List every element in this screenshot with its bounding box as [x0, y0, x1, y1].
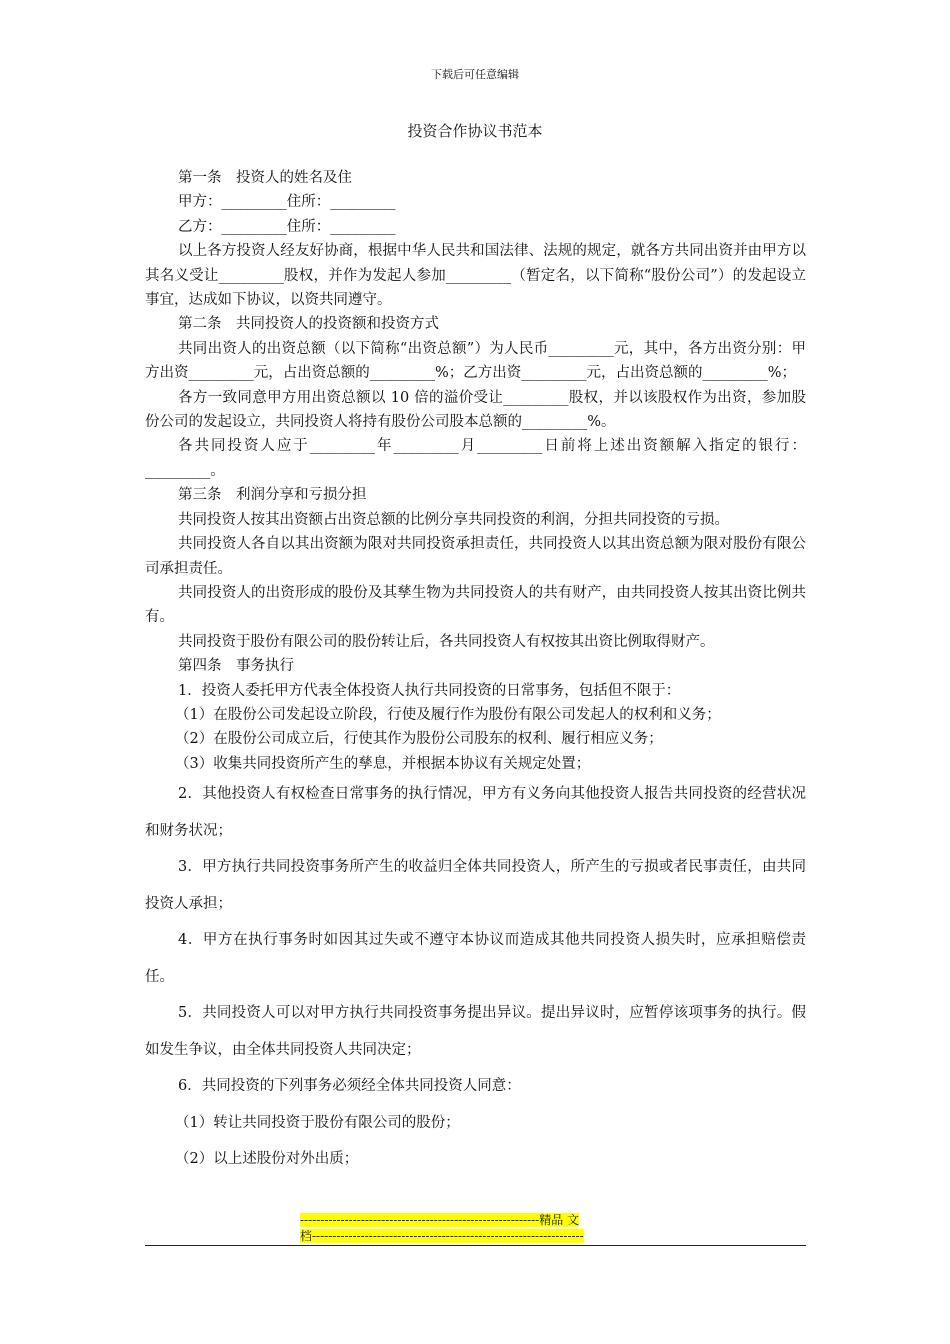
article-1-heading: 第一条 投资人的姓名及住 [178, 170, 352, 186]
sub-list-item: （3）收集共同投资所产生的孳息，并根据本协议有关规定处置； [175, 755, 591, 772]
paragraph: 各共同投资人应于_________年_________月_________日前将上述出资额解入指定的银行：_________。 [145, 438, 806, 479]
article-4-heading: 第四条 事务执行 [178, 658, 294, 675]
list-item: 4．甲方在执行事务时如因其过失或不遵守本协议而造成其他共同投资人损失时，应承担赔偿责任。 [145, 932, 806, 985]
page-header: 下载后可任意编辑 [431, 68, 519, 81]
party-a-line: 甲方：_________住所：_________ [178, 194, 396, 211]
paragraph: 共同出资人的出资总额（以下简称“出资总额”）为人民币_________元，其中，各方出资分别：甲方出资_________元，占出资总额的_________%；乙方出资_________元，占出资总额的_________%； [145, 340, 806, 382]
sub-list-item: （1）转让共同投资于股份有限公司的股份； [175, 1114, 460, 1131]
paragraph: 共同投资人按其出资额占出资总额的比例分享共同投资的利润，分担共同投资的亏损。 [178, 511, 729, 528]
article-2-heading: 第二条 共同投资人的投资额和投资方式 [178, 316, 439, 333]
list-item: 2．其他投资人有权检查日常事务的执行情况，甲方有义务向其他投资人报告共同投资的经营状况和财务状况； [145, 786, 806, 839]
list-item: 1．投资人委托甲方代表全体投资人执行共同投资的日常事务，包括但不限于： [178, 682, 681, 699]
list-item: 5．共同投资人可以对甲方执行共同投资事务提出异议。提出异议时，应暂停该项事务的执行。假如发生争议，由全体共同投资人共同决定； [145, 1005, 806, 1058]
list-item: 6．共同投资的下列事务必须经全体共同投资人同意： [178, 1078, 521, 1095]
bottom-divider [145, 1245, 806, 1246]
sub-list-item: （2）以上述股份对外出质； [175, 1151, 359, 1168]
paragraph: 共同投资人各自以其出资额为限对共同投资承担责任，共同投资人以其出资总额为限对股份有限公司承担责任。 [145, 536, 806, 577]
document-body [145, 166, 806, 1178]
sub-list-item: （2）在股份公司成立后，行使其作为股份公司股东的权利、履行相应义务； [175, 731, 663, 748]
footer-line-2: 档------------------------------------------------------------------- [300, 1229, 584, 1243]
article-3-heading: 第三条 利润分享和亏损分担 [178, 487, 367, 504]
party-b-line: 乙方：_________住所：_________ [178, 218, 396, 235]
paragraph: 共同投资人的出资形成的股份及其孳生物为共同投资人的共有财产，由共同投资人按其出资比例共有。 [145, 584, 806, 626]
paragraph: 以上各方投资人经友好协商，根据中华人民共和国法律、法规的规定，就各方共同出资并由甲方以其名义受让_________股权，并作为发起人参加_________（暂定名，以下简称“股份公司”）的发起设立事宜，达成如下协议，以资共同遵守。 [145, 243, 806, 309]
document-title: 投资合作协议书范本 [407, 122, 543, 140]
paragraph: 各方一致同意甲方用出资总额以 10 倍的溢价受让_________股权，并以该股权作为出资，参加股份公司的发起设立，共同投资人将持有股份公司股本总额的_________%。 [145, 389, 806, 431]
sub-list-item: （1）在股份公司发起设立阶段，行使及履行作为股份有限公司发起人的权利和义务； [175, 706, 721, 723]
list-item: 3．甲方执行共同投资事务所产生的收益归全体共同投资人，所产生的亏损或者民事责任，由共同投资人承担； [145, 859, 806, 912]
paragraph: 共同投资于股份有限公司的股份转让后，各共同投资人有权按其出资比例取得财产。 [178, 633, 715, 650]
footer-watermark [300, 1212, 660, 1244]
footer-line-1: -----------------------------------------------------------精品 文 [300, 1213, 580, 1227]
